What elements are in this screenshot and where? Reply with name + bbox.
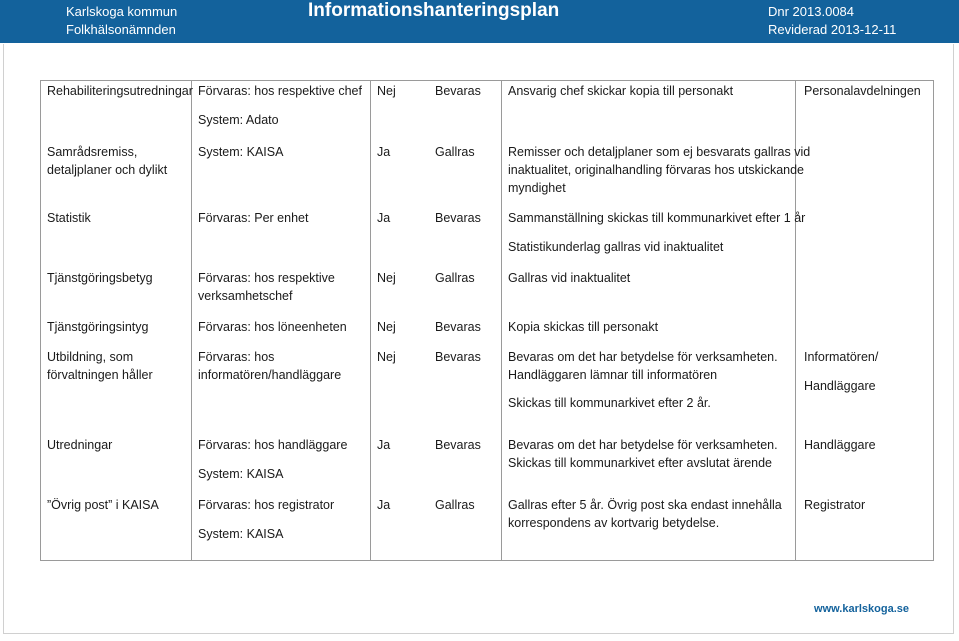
comment-line: myndighet — [508, 181, 566, 195]
comment-line: Remisser och detaljplaner som ej besvarats gallras vid — [508, 145, 811, 159]
storage-line: Förvaras: hos registrator — [198, 498, 335, 512]
comment-line: Bevaras om det har betydelse för verksamheten. — [508, 350, 778, 364]
storage-line: Förvaras: hos respektive — [198, 271, 335, 285]
table-row — [41, 81, 933, 139]
retention-action: Bevaras — [435, 320, 481, 334]
record-type: Tjänstgöringsbetyg — [47, 271, 153, 285]
retention-action: Bevaras — [435, 211, 481, 225]
comment-line: Handläggaren lämnar till informatören — [508, 368, 718, 382]
storage-line: System: KAISA — [198, 527, 284, 541]
committee-name: Folkhälsonämnden — [66, 22, 176, 37]
retention-action: Gallras — [435, 498, 475, 512]
storage-line: informatören/handläggare — [198, 368, 342, 382]
footer-website-link[interactable]: www.karlskoga.se — [814, 603, 909, 615]
secrecy-value: Nej — [377, 350, 396, 364]
information-table — [40, 80, 934, 561]
revision-date: Reviderad 2013-12-11 — [768, 22, 897, 37]
retention-action: Gallras — [435, 145, 475, 159]
record-type-line: detaljplaner och dylikt — [47, 163, 168, 177]
secrecy-value: Ja — [377, 145, 391, 159]
secrecy-value: Ja — [377, 211, 391, 225]
document-meta — [768, 3, 896, 39]
storage-line: System: Adato — [198, 113, 279, 127]
responsible-line: Personalavdelningen — [804, 84, 921, 98]
secrecy-value: Nej — [377, 320, 396, 334]
table-row — [41, 268, 933, 315]
table-row — [41, 317, 933, 345]
record-type-line: Samrådsremiss, — [47, 145, 138, 159]
responsible-line: Handläggare — [804, 438, 876, 452]
record-type: Statistik — [47, 211, 91, 225]
document-header — [0, 0, 959, 43]
storage-line: Förvaras: hos respektive chef — [198, 84, 362, 98]
secrecy-value: Nej — [377, 84, 396, 98]
record-type: Rehabiliteringsutredningar — [47, 84, 193, 98]
comment-line: Sammanställning skickas till kommunarkivet efter 1 år — [508, 211, 806, 225]
record-type: ”Övrig post” i KAISA — [47, 498, 159, 512]
storage-line: Förvaras: Per enhet — [198, 211, 309, 225]
organization-name: Karlskoga kommun — [66, 4, 178, 19]
registration-number: Dnr 2013.0084 — [768, 4, 855, 19]
responsible-line: Informatören/ — [804, 350, 879, 364]
organization-block — [66, 3, 177, 39]
comment-line: inaktualitet, originalhandling förvaras hos utskickande — [508, 163, 805, 177]
storage-line: Förvaras: hos — [198, 350, 275, 364]
comment-line: korrespondens av kortvarig betydelse. — [508, 516, 720, 530]
storage-line: verksamhetschef — [198, 289, 293, 303]
comment-line: Gallras vid inaktualitet — [508, 271, 631, 285]
comment-line: Skickas till kommunarkivet efter avslutat ärende — [508, 456, 772, 470]
comment-line: Ansvarig chef skickar kopia till personakt — [508, 84, 734, 98]
record-type-line: förvaltningen håller — [47, 368, 153, 382]
retention-action: Bevaras — [435, 438, 481, 452]
comment-line: Gallras efter 5 år. Övrig post ska endast innehålla — [508, 498, 782, 512]
table-row — [41, 495, 933, 555]
comment-line: Kopia skickas till personakt — [508, 320, 659, 334]
retention-action: Bevaras — [435, 84, 481, 98]
storage-line: Förvaras: hos löneenheten — [198, 320, 347, 334]
record-type-line: Utbildning, som — [47, 350, 134, 364]
storage-line: Förvaras: hos handläggare — [198, 438, 348, 452]
responsible-line: Handläggare — [804, 379, 876, 393]
storage-line: System: KAISA — [198, 145, 284, 159]
table-row — [41, 435, 933, 492]
retention-action: Gallras — [435, 271, 475, 285]
table-row — [41, 347, 933, 433]
document-title: Informationshanteringsplan — [308, 0, 560, 21]
table-row — [41, 208, 933, 266]
record-type: Tjänstgöringsintyg — [47, 320, 149, 334]
secrecy-value: Ja — [377, 438, 391, 452]
comment-line: Skickas till kommunarkivet efter 2 år. — [508, 396, 711, 410]
storage-line: System: KAISA — [198, 467, 284, 481]
secrecy-value: Nej — [377, 271, 396, 285]
secrecy-value: Ja — [377, 498, 391, 512]
table-row — [41, 142, 933, 206]
comment-line: Bevaras om det har betydelse för verksamheten. — [508, 438, 778, 452]
retention-action: Bevaras — [435, 350, 481, 364]
comment-line: Statistikunderlag gallras vid inaktualitet — [508, 240, 724, 254]
record-type: Utredningar — [47, 438, 113, 452]
responsible-line: Registrator — [804, 498, 866, 512]
